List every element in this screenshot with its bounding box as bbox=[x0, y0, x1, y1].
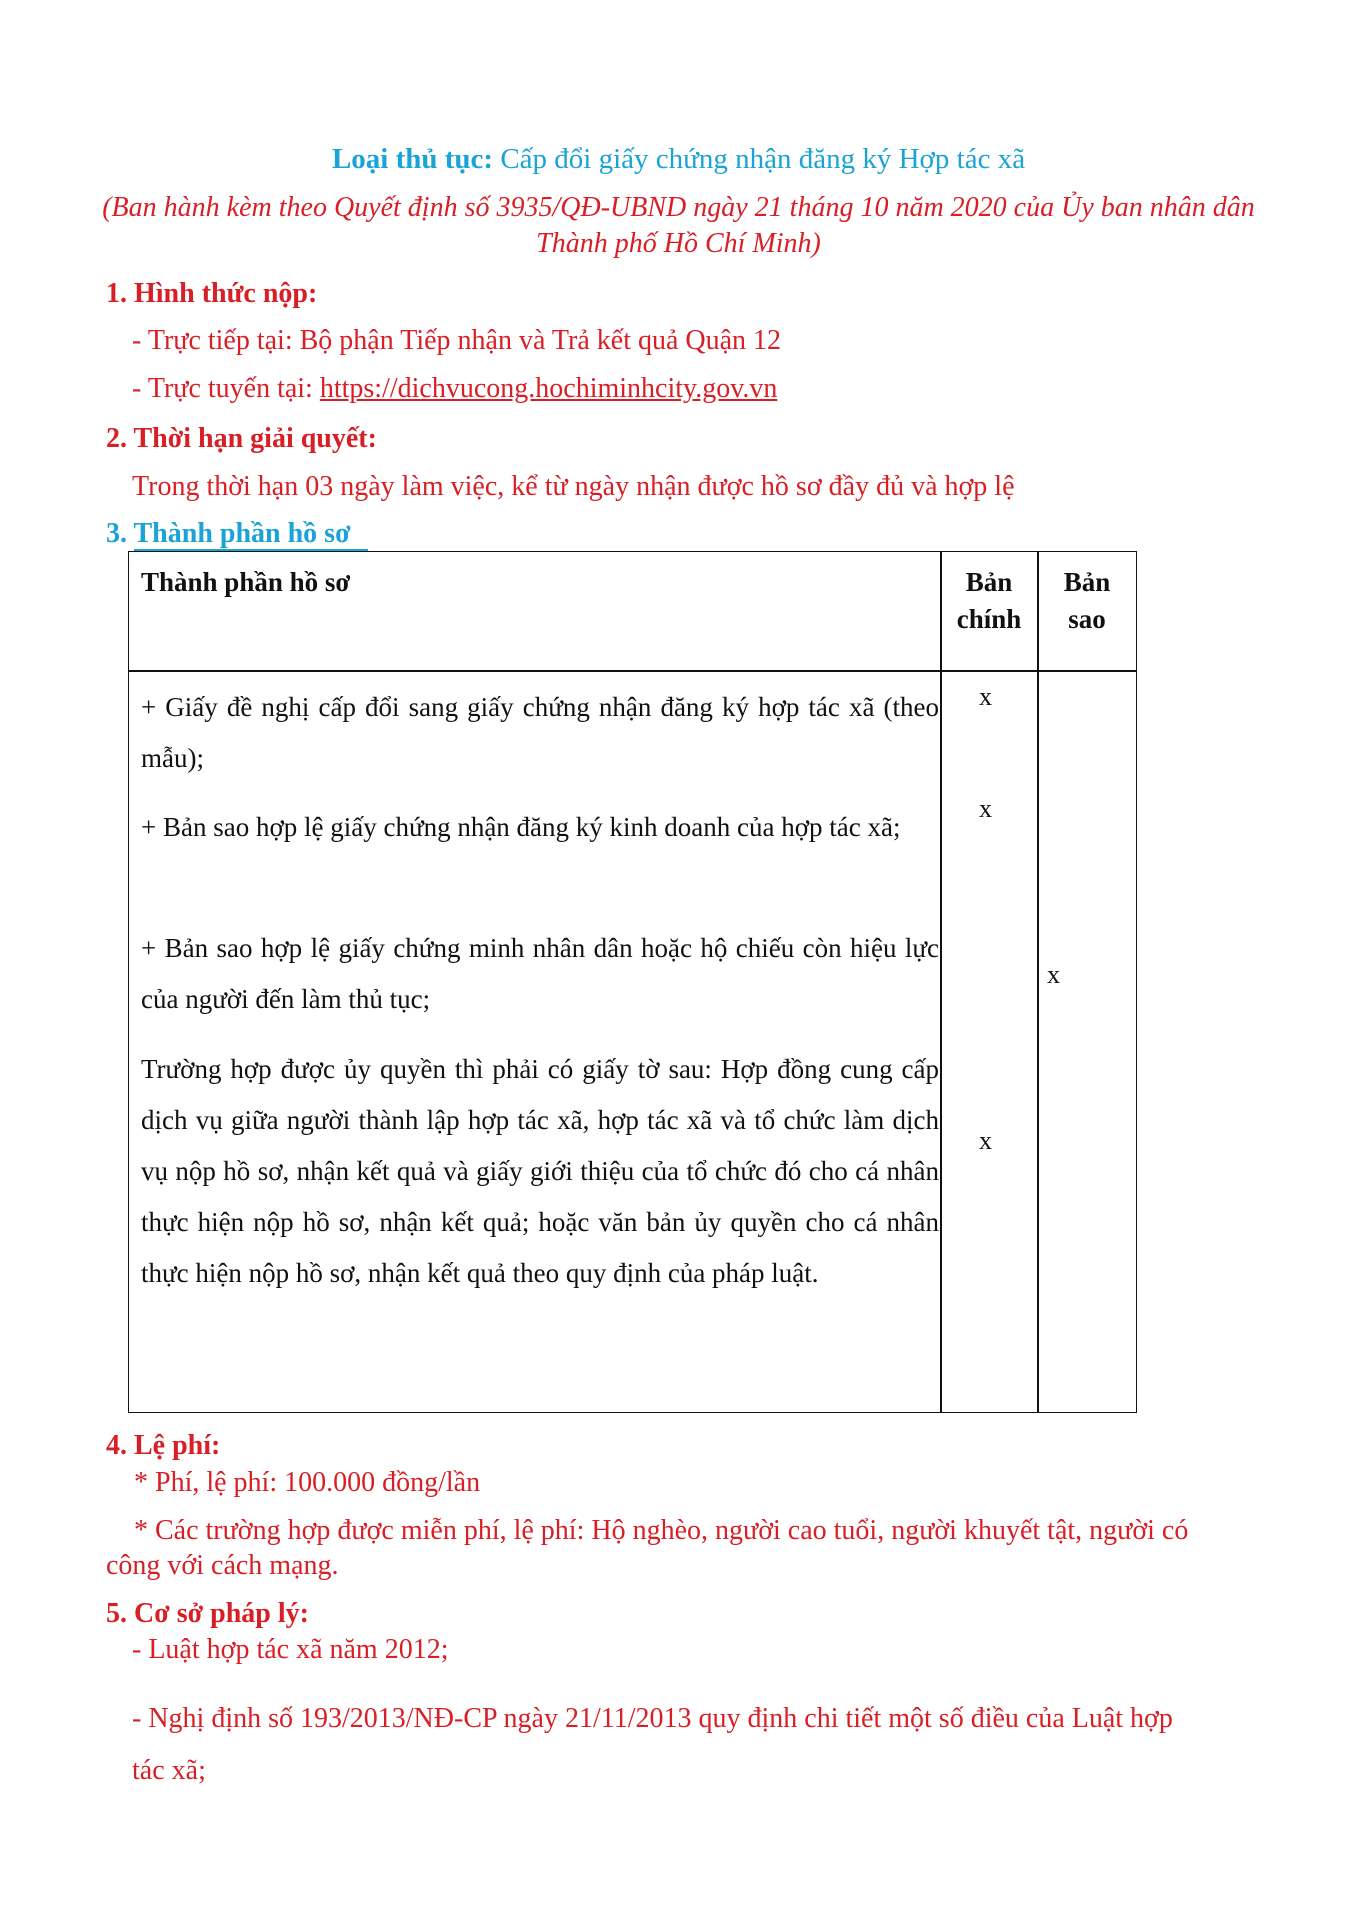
submission-direct: - Trực tiếp tại: Bộ phận Tiếp nhận và Trả kết quả Quận 12 bbox=[132, 325, 782, 356]
table-divider bbox=[1037, 552, 1039, 1412]
procedure-title bbox=[0, 143, 1357, 176]
fee-exemption-line2: công với cách mạng. bbox=[106, 1550, 339, 1581]
fee-exemption-line1: * Các trường hợp được miễn phí, lệ phí: Hộ nghèo, người cao tuổi, người khuyết tật, người có bbox=[134, 1515, 1189, 1546]
online-portal-link[interactable]: https://dichvucong.hochiminhcity.gov.vn bbox=[319, 373, 778, 404]
legal-basis-law: - Luật hợp tác xã năm 2012; bbox=[132, 1634, 449, 1665]
table-row-2-text: + Bản sao hợp lệ giấy chứng nhận đăng ký kinh doanh của hợp tác xã; bbox=[141, 812, 901, 842]
legal-basis-decree-line1: - Nghị định số 193/2013/NĐ-CP ngày 21/11/2013 quy định chi tiết một số điều của Luật hợp bbox=[132, 1703, 1173, 1734]
table-row-4-text: Trường hợp được ủy quyền thì phải có giấy tờ sau: Hợp đồng cung cấp dịch vụ giữa người thành lập hợp tác xã, hợp tác xã và tổ chức làm dịch vụ nộp hồ sơ, nhận kết quả và giấy giới thiệu của tổ chức đó cho cá nhân thực hiện nộp hồ sơ, nhận kết quả; hoặc văn bản ủy quyền cho cá nhân thực hiện nộp hồ sơ, nhận kết quả theo quy định của pháp luật. bbox=[141, 1054, 939, 1288]
table-row-1-original: x bbox=[979, 682, 992, 711]
procedure-title-label: Loại thủ tục: bbox=[331, 143, 494, 175]
legal-basis-decree-line2: tác xã; bbox=[132, 1755, 206, 1786]
section3-heading: 3. Thành phần hồ sơ bbox=[106, 518, 351, 549]
section5-heading: 5. Cơ sở pháp lý: bbox=[106, 1598, 309, 1629]
processing-time: Trong thời hạn 03 ngày làm việc, kể từ ngày nhận được hồ sơ đầy đủ và hợp lệ bbox=[132, 471, 1015, 502]
submission-online bbox=[132, 373, 777, 405]
submission-online-prefix: - Trực tuyến tại: bbox=[132, 373, 320, 404]
section1-heading: 1. Hình thức nộp: bbox=[106, 278, 318, 309]
procedure-title-text: Cấp đổi giấy chứng nhận đăng ký Hợp tác xã bbox=[500, 143, 1026, 175]
table-header-copy: Bản sao bbox=[1063, 567, 1111, 634]
table-row-3-text: + Bản sao hợp lệ giấy chứng minh nhân dân hoặc hộ chiếu còn hiệu lực của người đến làm thủ tục; bbox=[141, 933, 939, 1014]
table-row-1-text: + Giấy đề nghị cấp đổi sang giấy chứng nhận đăng ký hợp tác xã (theo mẫu); bbox=[141, 692, 939, 773]
procedure-subtitle: (Ban hành kèm theo Quyết định số 3935/QĐ-UBND ngày 21 tháng 10 năm 2020 của Ủy ban nhân dân Thành phố Hồ Chí Minh) bbox=[102, 192, 1255, 259]
table-row-2-original: x bbox=[979, 794, 992, 823]
fee-amount: * Phí, lệ phí: 100.000 đồng/lần bbox=[134, 1467, 481, 1498]
table-header-documents: Thành phần hồ sơ bbox=[141, 567, 351, 597]
table-row-3-copy: x bbox=[1047, 960, 1060, 989]
section2-heading: 2. Thời hạn giải quyết: bbox=[106, 423, 377, 454]
table-header-divider bbox=[129, 670, 1136, 672]
table-header-original: Bản chính bbox=[956, 567, 1022, 634]
table-row-4-original: x bbox=[979, 1126, 992, 1155]
documents-table bbox=[128, 551, 1137, 1413]
section4-heading: 4. Lệ phí: bbox=[106, 1430, 221, 1461]
table-divider bbox=[940, 552, 942, 1412]
